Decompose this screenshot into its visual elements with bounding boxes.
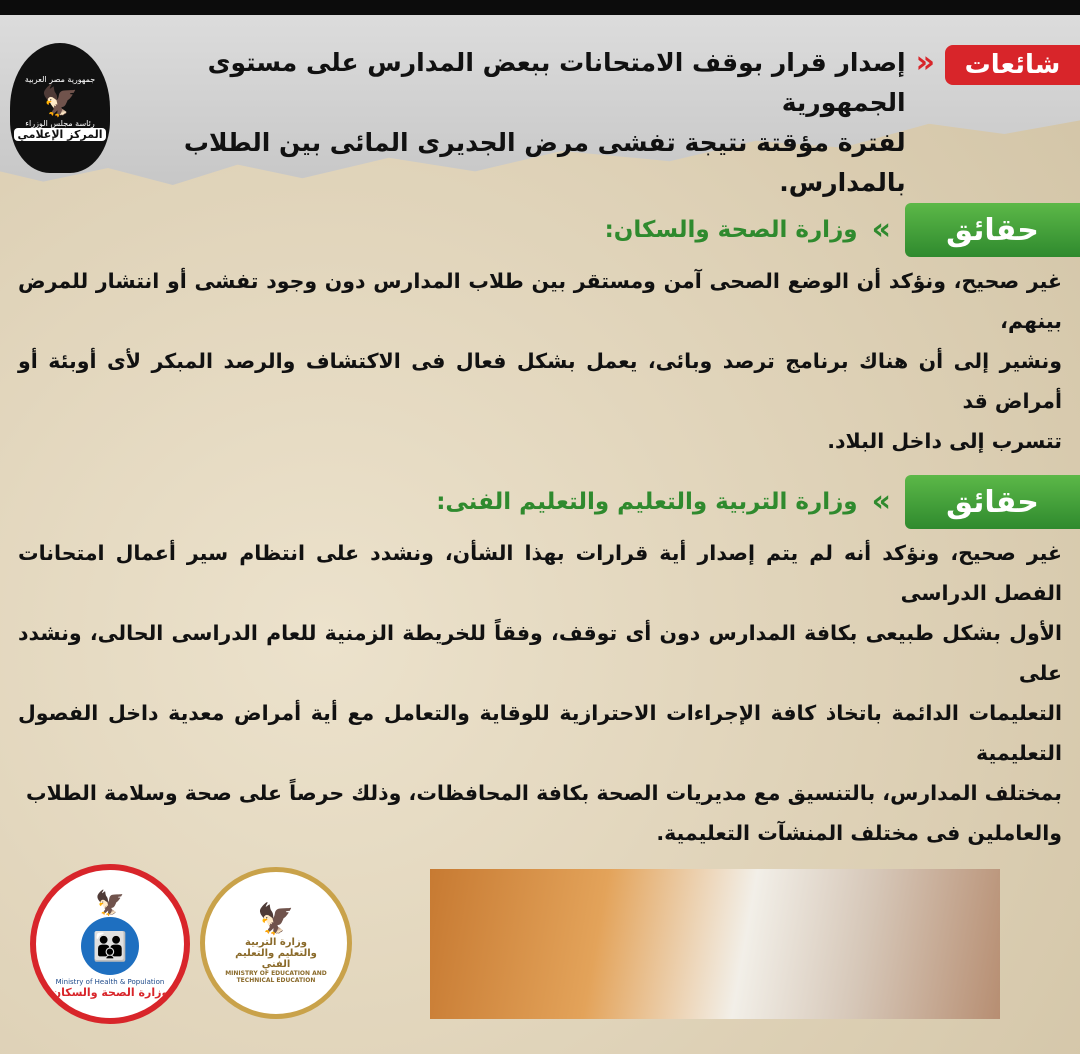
eagle-icon: 🦅 bbox=[257, 902, 295, 937]
rumor-line: إصدار قرار بوقف الامتحانات ببعض المدارس على مستوى الجمهورية bbox=[207, 48, 906, 117]
fact-title: وزارة الصحة والسكان: bbox=[604, 217, 858, 243]
fact-line: غير صحيح، ونؤكد أنه لم يتم إصدار أية قرارات بهذا الشأن، ونشدد على انتظام سير أعمال امتحانات الفصل الدراسى bbox=[18, 541, 1062, 605]
fact-section bbox=[0, 475, 1080, 853]
health-ministry-logo bbox=[30, 864, 190, 1024]
rumor-line: لفترة مؤقتة نتيجة تفشى مرض الجديرى المائى بين الطلاب بالمدارس. bbox=[183, 128, 906, 197]
health-logo-en: Ministry of Health & Population bbox=[55, 978, 165, 986]
education-ministry-logo bbox=[200, 867, 352, 1019]
logo-line2: رئاسة مجلس الوزراء bbox=[25, 119, 95, 128]
family-icon: 👪 bbox=[81, 917, 139, 975]
fact-line: والعاملين فى مختلف المنشآت التعليمية. bbox=[656, 821, 1062, 845]
fact-line: تتسرب إلى داخل البلاد. bbox=[827, 429, 1062, 453]
footer-logos bbox=[0, 859, 1080, 1034]
fact-body bbox=[18, 261, 1062, 461]
fact-line: بمختلف المدارس، بالتنسيق مع مديريات الصحة بكافة المحافظات، وذلك حرصاً على صحة وسلامة الطلاب bbox=[26, 781, 1062, 805]
chevron-icon: » bbox=[871, 212, 891, 247]
fact-title: وزارة التربية والتعليم والتعليم الفنى: bbox=[436, 489, 858, 515]
fact-line: غير صحيح، ونؤكد أن الوضع الصحى آمن ومستقر بين طلاب المدارس دون وجود تفشى أو انتشار للمرض بينهم، bbox=[18, 269, 1062, 333]
eagle-icon: 🦅 bbox=[41, 84, 79, 119]
chevron-icon: » bbox=[871, 484, 891, 519]
fact-section bbox=[0, 203, 1080, 461]
health-logo-ar: وزارة الصحة والسكان bbox=[51, 986, 169, 999]
fact-badge: حقائق bbox=[905, 203, 1080, 257]
students-exam-photo bbox=[430, 869, 1000, 1019]
education-logo-en: MINISTRY OF EDUCATION AND TECHNICAL EDUCATION bbox=[225, 970, 327, 984]
fact-line: الأول بشكل طبيعى بكافة المدارس دون أى توقف، وفقاً للخريطة الزمنية للعام الدراسى الحالى، ونشدد على bbox=[18, 621, 1062, 685]
logo-line1: جمهورية مصر العربية bbox=[24, 75, 96, 84]
logo-label: المركز الإعلامي bbox=[14, 128, 107, 141]
fact-badge: حقائق bbox=[905, 475, 1080, 529]
fact-body bbox=[18, 533, 1062, 853]
rumor-text bbox=[130, 43, 906, 203]
rumor-section bbox=[0, 15, 1080, 203]
infographic bbox=[0, 15, 1080, 1054]
fact-line: التعليمات الدائمة باتخاذ كافة الإجراءات الاحترازية للوقاية والتعامل مع أية أمراض معدية داخل الفصول التعليمية bbox=[18, 701, 1062, 765]
fact-line: ونشير إلى أن هناك برنامج ترصد وبائى، يعمل بشكل فعال فى الاكتشاف والرصد المبكر لأى أوبئة أو أمراض قد bbox=[18, 349, 1062, 413]
media-center-logo bbox=[10, 43, 110, 173]
chevron-icon: « bbox=[915, 45, 935, 80]
rumor-badge: شائعات bbox=[945, 45, 1080, 85]
education-logo-ar: وزارة التربية والتعليم والتعليم الفني bbox=[235, 937, 317, 970]
eagle-icon: 🦅 bbox=[95, 889, 125, 917]
